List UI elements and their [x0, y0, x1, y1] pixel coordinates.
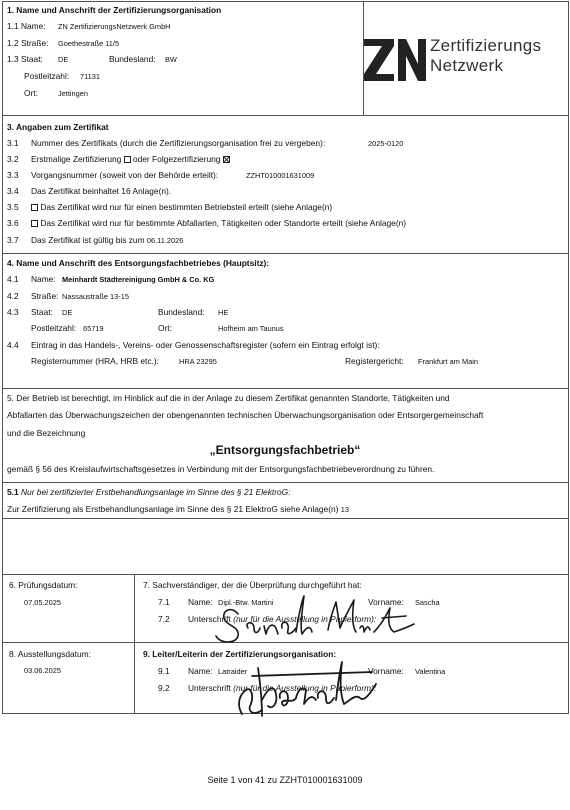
register-court-value: Frankfurt am Main [418, 357, 478, 366]
logo-line-2: Netzwerk [430, 56, 504, 75]
row-3-7-text: Das Zertifikat ist gültig bis zum [31, 235, 145, 245]
section-5-1-annex: 13 [340, 505, 350, 514]
row-9-1-num: 9.1 [158, 666, 170, 676]
expert-firstname-label: Vorname: [368, 597, 404, 607]
business-part-checkbox[interactable] [31, 204, 38, 211]
org-country-value: DE [58, 55, 69, 64]
row-9-2-num: 9.2 [158, 683, 170, 693]
section-5-line-2: Abfallarten das Überwachungszeichen der obengenannten technischen Überwachungsorganisation oder Entsorgergemeinschaft [7, 410, 484, 420]
row-3-1-text: Nummer des Zertifikats (durch die Zertifizierungsorganisation frei zu vergeben): [31, 138, 326, 148]
section-3-title: 3. Angaben zum Zertifikat [7, 122, 109, 132]
org-street-label: 1.2 Straße: [7, 38, 49, 48]
section-9-title: 9. Leiter/Leiterin der Zertifizierungsorganisation: [143, 649, 337, 659]
company-zip-label: Postleitzahl: [31, 323, 77, 333]
process-number: ZZHT010001631009 [246, 171, 315, 180]
row-3-5 [31, 202, 332, 212]
company-street-label: Straße: [31, 291, 59, 301]
valid-until-date: 06.11.2026 [146, 236, 184, 245]
first-certification-label: Erstmalige Zertifizierung [31, 154, 122, 164]
row-3-3-text: Vorgangsnummer (soweit von der Behörde erteilt): [31, 170, 219, 180]
row-3-5-num: 3.5 [7, 202, 19, 212]
follow-up-certification-label: oder Folgezertifizierung [132, 154, 221, 164]
company-country-label: Staat: [31, 307, 53, 317]
org-zip-value: 71131 [80, 72, 101, 81]
row-3-7-num: 3.7 [7, 235, 19, 245]
row-7-1-num: 7.1 [158, 597, 170, 607]
company-zip-value: 65719 [83, 324, 104, 333]
row-3-3-num: 3.3 [7, 170, 19, 180]
head-signature-note: (nur für die Ausstellung in Papierform): [233, 683, 377, 693]
expert-signature-label: Unterschrift [188, 614, 231, 624]
company-state-value: HE [218, 308, 229, 317]
section-5-1-title [7, 487, 291, 497]
company-country-value: DE [62, 308, 73, 317]
company-city-label: Ort: [158, 323, 172, 333]
row-3-4-num: 3.4 [7, 186, 19, 196]
expert-name-value: Dipl.-Btw. Martini [218, 598, 274, 607]
expert-name-label: Name: [188, 597, 213, 607]
exam-date-label: 6. Prüfungsdatum: [9, 580, 78, 590]
org-street-value: Goethestraße 11/5 [58, 39, 120, 48]
row-3-7 [31, 235, 183, 245]
company-name-value: Meinhardt Städtereinigung GmbH & Co. KG [62, 275, 215, 284]
divider [2, 518, 569, 519]
org-zip-label: Postleitzahl: [24, 71, 70, 81]
org-state-label: Bundesland: [109, 54, 156, 64]
head-signature-label: Unterschrift [188, 683, 231, 693]
section-7-title: 7. Sachverständiger, der die Überprüfung durchgeführt hat: [143, 580, 362, 590]
row-4-2-num: 4.2 [7, 291, 19, 301]
section-1-title: 1. Name und Anschrift der Zertifizierungsorganisation [7, 5, 222, 15]
company-name-label: Name: [31, 274, 56, 284]
section-5-line-3: und die Bezeichnung [7, 428, 86, 438]
follow-up-certification-checkbox[interactable] [223, 156, 230, 163]
certificate-number: 2025-0120 [368, 139, 404, 148]
head-firstname-value: Valentina [415, 667, 446, 676]
divider [2, 388, 569, 389]
head-name-label: Name: [188, 666, 213, 676]
row-3-2-num: 3.2 [7, 154, 19, 164]
divider [2, 482, 569, 483]
row-3-6-text: Das Zertifikat wird nur für bestimmte Abfallarten, Tätigkeiten oder Standorte erteilt (siehe Anlage(n) [40, 218, 407, 228]
section-5-1-num: 5.1 [7, 487, 19, 497]
row-4-1-num: 4.1 [7, 274, 19, 284]
row-7-2-num: 7.2 [158, 614, 170, 624]
divider [2, 574, 569, 575]
register-number-value: HRA 23295 [179, 357, 217, 366]
head-firstname-label: Vorname: [368, 666, 404, 676]
org-state-value: BW [165, 55, 177, 64]
zn-logo [364, 30, 564, 86]
company-street-value: Nassaustraße 13-15 [62, 292, 129, 301]
expert-signature [210, 588, 420, 648]
page-footer: Seite 1 von 41 zu ZZHT010001631009 [207, 775, 363, 785]
org-country-label: 1.3 Staat: [7, 54, 43, 64]
divider [2, 253, 569, 254]
row-3-2 [31, 154, 230, 164]
expert-signature-note: (nur für die Ausstellung in Papierform): [233, 614, 377, 624]
exam-date-value: 07.05.2025 [24, 598, 61, 607]
logo-line-1: Zertifizierungs [430, 36, 542, 55]
org-name-value: ZN ZertifizierungsNetzwerk GmbH [58, 22, 171, 31]
row-4-3-num: 4.3 [7, 307, 19, 317]
waste-types-checkbox[interactable] [31, 220, 38, 227]
row-4-4-text: Eintrag in das Handels-, Vereins- oder Genossenschaftsregister (sofern ein Eintrag erfolgt ist): [31, 340, 380, 350]
issue-date-value: 03.06.2025 [24, 666, 61, 675]
org-city-label: Ort: [24, 88, 38, 98]
designation-headline: „Entsorgungsfachbetrieb“ [209, 443, 361, 457]
issue-date-label: 8. Ausstellungsdatum: [9, 649, 91, 659]
section-5-1-text [7, 504, 349, 514]
section-5-1-text-label: Zur Zertifizierung als Erstbehandlungsanlage im Sinne des § 21 ElektroG siehe Anlage(n) [7, 504, 339, 514]
expert-firstname-value: Sascha [415, 598, 440, 607]
row-3-4-text: Das Zertifikat beinhaltet 16 Anlage(n). [31, 186, 172, 196]
row-3-1-num: 3.1 [7, 138, 19, 148]
section-5-line-4: gemäß § 56 des Kreislaufwirtschaftsgesetzes in Verbindung mit der Entsorgungsfachbetriebeverordnung zu führen. [7, 464, 435, 474]
org-name-label: 1.1 Name: [7, 21, 46, 31]
company-state-label: Bundesland: [158, 307, 205, 317]
org-city-value: Jettingen [58, 89, 88, 98]
divider [2, 115, 569, 116]
register-number-label: Registernummer (HRA, HRB etc.): [31, 356, 159, 366]
row-3-6-num: 3.6 [7, 218, 19, 228]
head-signature [232, 654, 392, 724]
divider [134, 574, 135, 714]
section-5-1-heading: Nur bei zertifizierter Erstbehandlungsanlage im Sinne des § 21 ElektroG: [20, 487, 291, 497]
row-4-4-num: 4.4 [7, 340, 19, 350]
company-city-value: Hofheim am Taunus [218, 324, 284, 333]
section-5-line-1: 5. Der Betrieb ist berechtigt, im Hinblick auf die in der Anlage zu diesem Zertifikat genannten Standorte, Tätigkeiten und [7, 393, 450, 403]
zn-logo-mark [364, 36, 426, 82]
head-name-value: Latraider [218, 667, 248, 676]
row-3-6 [31, 218, 406, 228]
register-court-label: Registergericht: [345, 356, 404, 366]
section-4-title: 4. Name und Anschrift des Entsorgungsfachbetriebes (Hauptsitz): [7, 258, 270, 268]
row-3-5-text: Das Zertifikat wird nur für einen bestimmten Betriebsteil erteilt (siehe Anlage(n) [40, 202, 333, 212]
first-certification-checkbox[interactable] [124, 156, 131, 163]
